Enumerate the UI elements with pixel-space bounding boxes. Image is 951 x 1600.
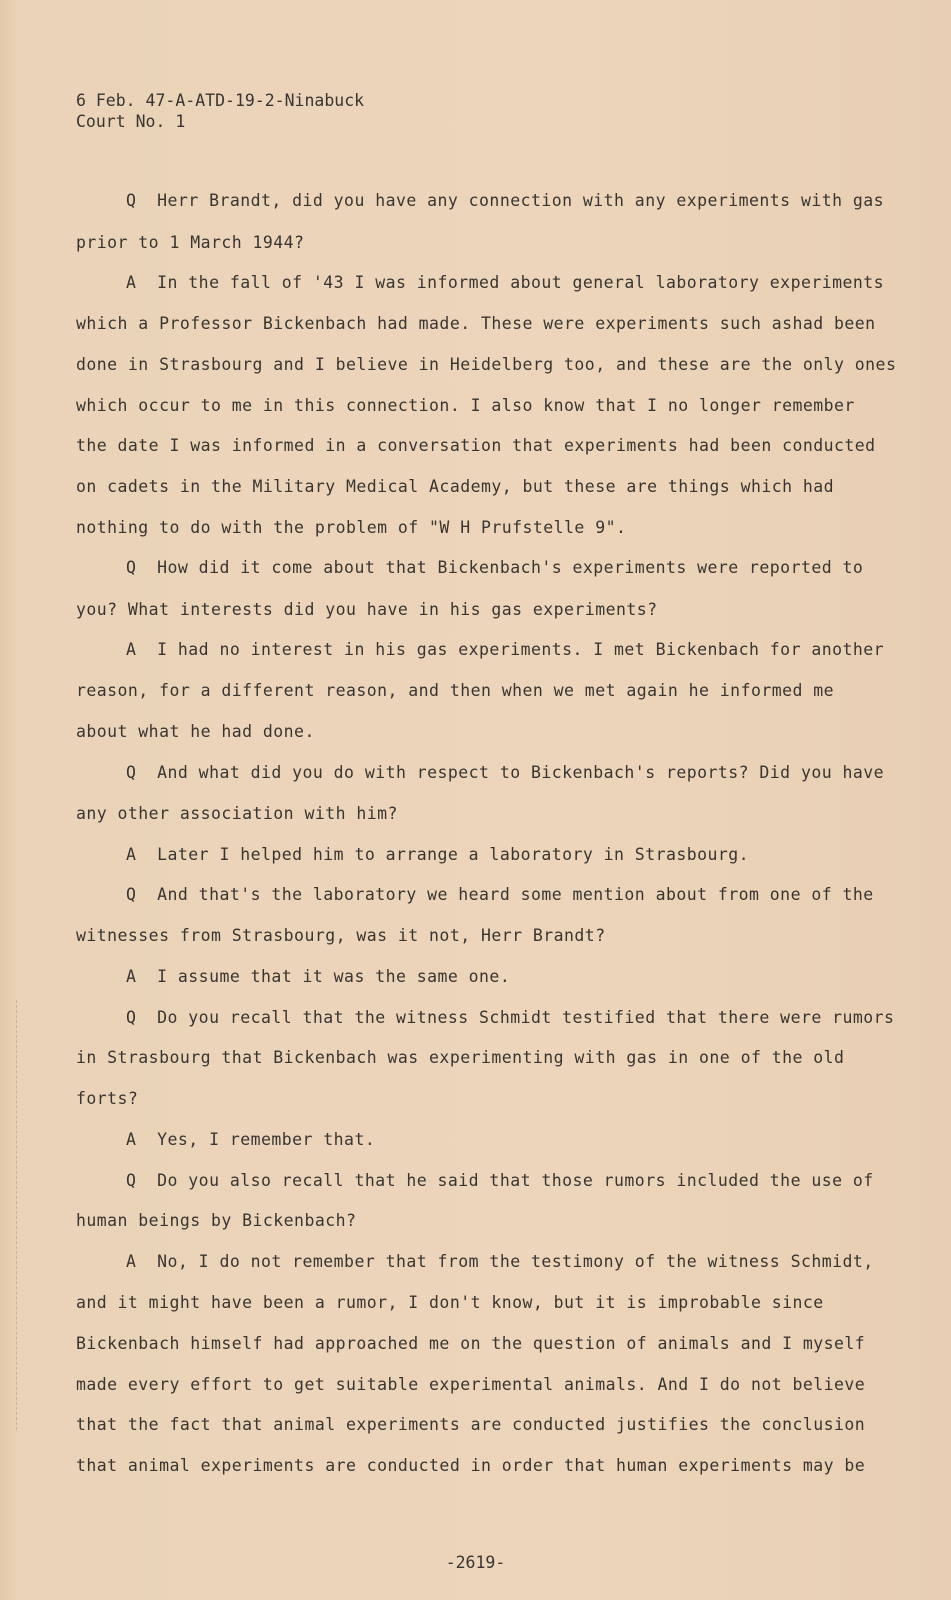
text-line: that animal experiments are conducted in order that human experiments may be — [76, 1456, 866, 1475]
text-line: on cadets in the Military Medical Academy, but these are things which had — [76, 477, 835, 496]
text-line: A Yes, I remember that. — [126, 1130, 376, 1149]
text-line: forts? — [76, 1089, 139, 1108]
text-line: human beings by Bickenbach? — [76, 1211, 357, 1230]
text-line: you? What interests did you have in his gas experiments? — [76, 600, 658, 619]
text-line: which occur to me in this connection. I also know that I no longer remember — [76, 396, 855, 415]
text-line: made every effort to get suitable experimental animals. And I do not believe — [76, 1375, 866, 1394]
document-header — [76, 90, 364, 132]
text-line: that the fact that animal experiments are conducted justifies the conclusion — [76, 1415, 866, 1434]
text-line: Q Do you recall that the witness Schmidt testified that there were rumors — [126, 1008, 895, 1027]
text-line: Q Do you also recall that he said that those rumors included the use of — [126, 1171, 874, 1190]
text-line: prior to 1 March 1944? — [76, 233, 305, 252]
page-number: -2619- — [445, 1553, 506, 1572]
header-reference: 6 Feb. 47-A-ATD-19-2-Ninabuck — [76, 91, 365, 110]
text-line: the date I was informed in a conversation that experiments had been conducted — [76, 436, 876, 455]
text-line: A In the fall of '43 I was informed about general laboratory experiments — [126, 273, 885, 292]
text-line: Q And that's the laboratory we heard some mention about from one of the — [126, 885, 874, 904]
text-line: A I had no interest in his gas experiments. I met Bickenbach for another — [126, 640, 885, 659]
text-line: any other association with him? — [76, 804, 398, 823]
text-line: A I assume that it was the same one. — [126, 967, 511, 986]
text-line: and it might have been a rumor, I don't know, but it is improbable since — [76, 1293, 824, 1312]
text-line: A No, I do not remember that from the testimony of the witness Schmidt, — [126, 1252, 874, 1271]
text-line: witnesses from Strasbourg, was it not, Herr Brandt? — [76, 926, 606, 945]
text-line: Bickenbach himself had approached me on the question of animals and I myself — [76, 1334, 866, 1353]
header-court: Court No. 1 — [76, 112, 186, 131]
text-line: Q Herr Brandt, did you have any connection with any experiments with gas — [126, 191, 885, 210]
text-line: about what he had done. — [76, 722, 315, 741]
text-line: Q How did it come about that Bickenbach's experiments were reported to — [126, 558, 864, 577]
text-line: which a Professor Bickenbach had made. These were experiments such ashad been — [76, 314, 876, 333]
text-line: done in Strasbourg and I believe in Heidelberg too, and these are the only ones — [76, 355, 897, 374]
text-line: nothing to do with the problem of "W H Prufstelle 9". — [76, 518, 627, 537]
text-line: in Strasbourg that Bickenbach was experimenting with gas in one of the old — [76, 1048, 845, 1067]
text-line: reason, for a different reason, and then when we met again he informed me — [76, 681, 835, 700]
margin-mark — [16, 1000, 18, 1430]
text-line: A Later I helped him to arrange a laboratory in Strasbourg. — [126, 845, 750, 864]
text-line: Q And what did you do with respect to Bickenbach's reports? Did you have — [126, 763, 885, 782]
